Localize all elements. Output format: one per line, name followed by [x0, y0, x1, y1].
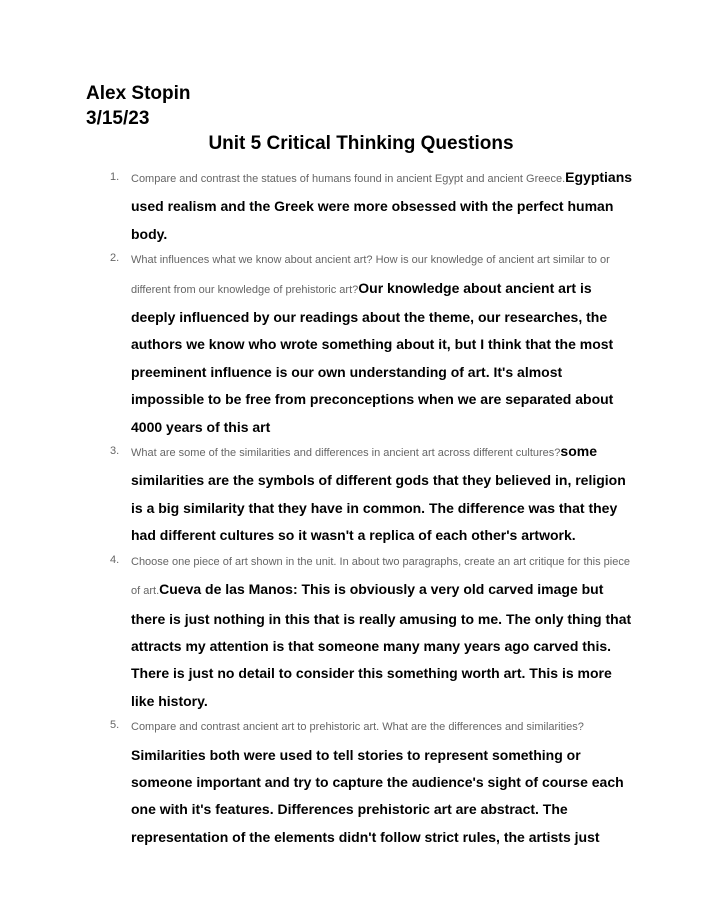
- item-number: 3.: [110, 445, 120, 458]
- list-item: [110, 547, 636, 715]
- question-text: Compare and contrast the statues of humans found in ancient Egypt and ancient Greece.: [131, 173, 566, 185]
- page-title: Unit 5 Critical Thinking Questions: [208, 133, 514, 154]
- answer-text: some similarities are the symbols of different gods that they believed in, religion is a big similarity that they have in common. The difference was that they had different cultures so it wasn't a replica of each other's artwork.: [131, 443, 626, 544]
- list-item: [110, 164, 636, 248]
- list-item: [110, 438, 636, 550]
- question-text: What are some of the similarities and differences in ancient art across different cultures?: [131, 447, 561, 460]
- item-number: 4.: [110, 553, 120, 566]
- answer-text: Similarities both were used to tell stories to represent something or someone important and try to capture the audience's sight of course each one with it's features. Differences prehistoric art are abstract. The representation of the elements didn't follow strict rules, the artists just: [131, 746, 624, 845]
- item-number: 2.: [110, 252, 120, 265]
- author-name: Alex Stopin: [86, 83, 191, 104]
- question-text: What influences what we know about ancient art? How is our knowledge of ancient art similar to or different from our knowledge of prehistoric art?: [131, 254, 610, 296]
- list-item: [110, 712, 636, 851]
- question-list: [110, 164, 636, 848]
- question-text: Compare and contrast ancient art to prehistoric art. What are the differences and similarities?: [131, 721, 584, 734]
- answer-text: Our knowledge about ancient art is deeply influenced by our readings about the theme, our researches, the authors we know who wrote something about it, but I think that the most preeminent influence is our own understanding of art. It's almost impossible to be free from preconceptions when we are separated about 4000 years of this art: [131, 279, 614, 435]
- document-date: 3/15/23: [86, 108, 150, 129]
- answer-text: Egyptians used realism and the Greek were more obsessed with the perfect human body.: [131, 169, 633, 242]
- question-text: Choose one piece of art shown in the unit. In about two paragraphs, create an art critique for this piece of art.: [131, 555, 630, 598]
- item-number: 5.: [110, 719, 120, 732]
- answer-text: Cueva de las Manos: This is obviously a very old carved image but there is just nothing in this that is really amusing to me. The only thing that attracts my attention is that someone many many years ago carved this. There is just no detail to consider this something worth art. This is more like history.: [131, 581, 632, 709]
- list-item: [110, 245, 636, 441]
- item-number: 1.: [110, 171, 120, 183]
